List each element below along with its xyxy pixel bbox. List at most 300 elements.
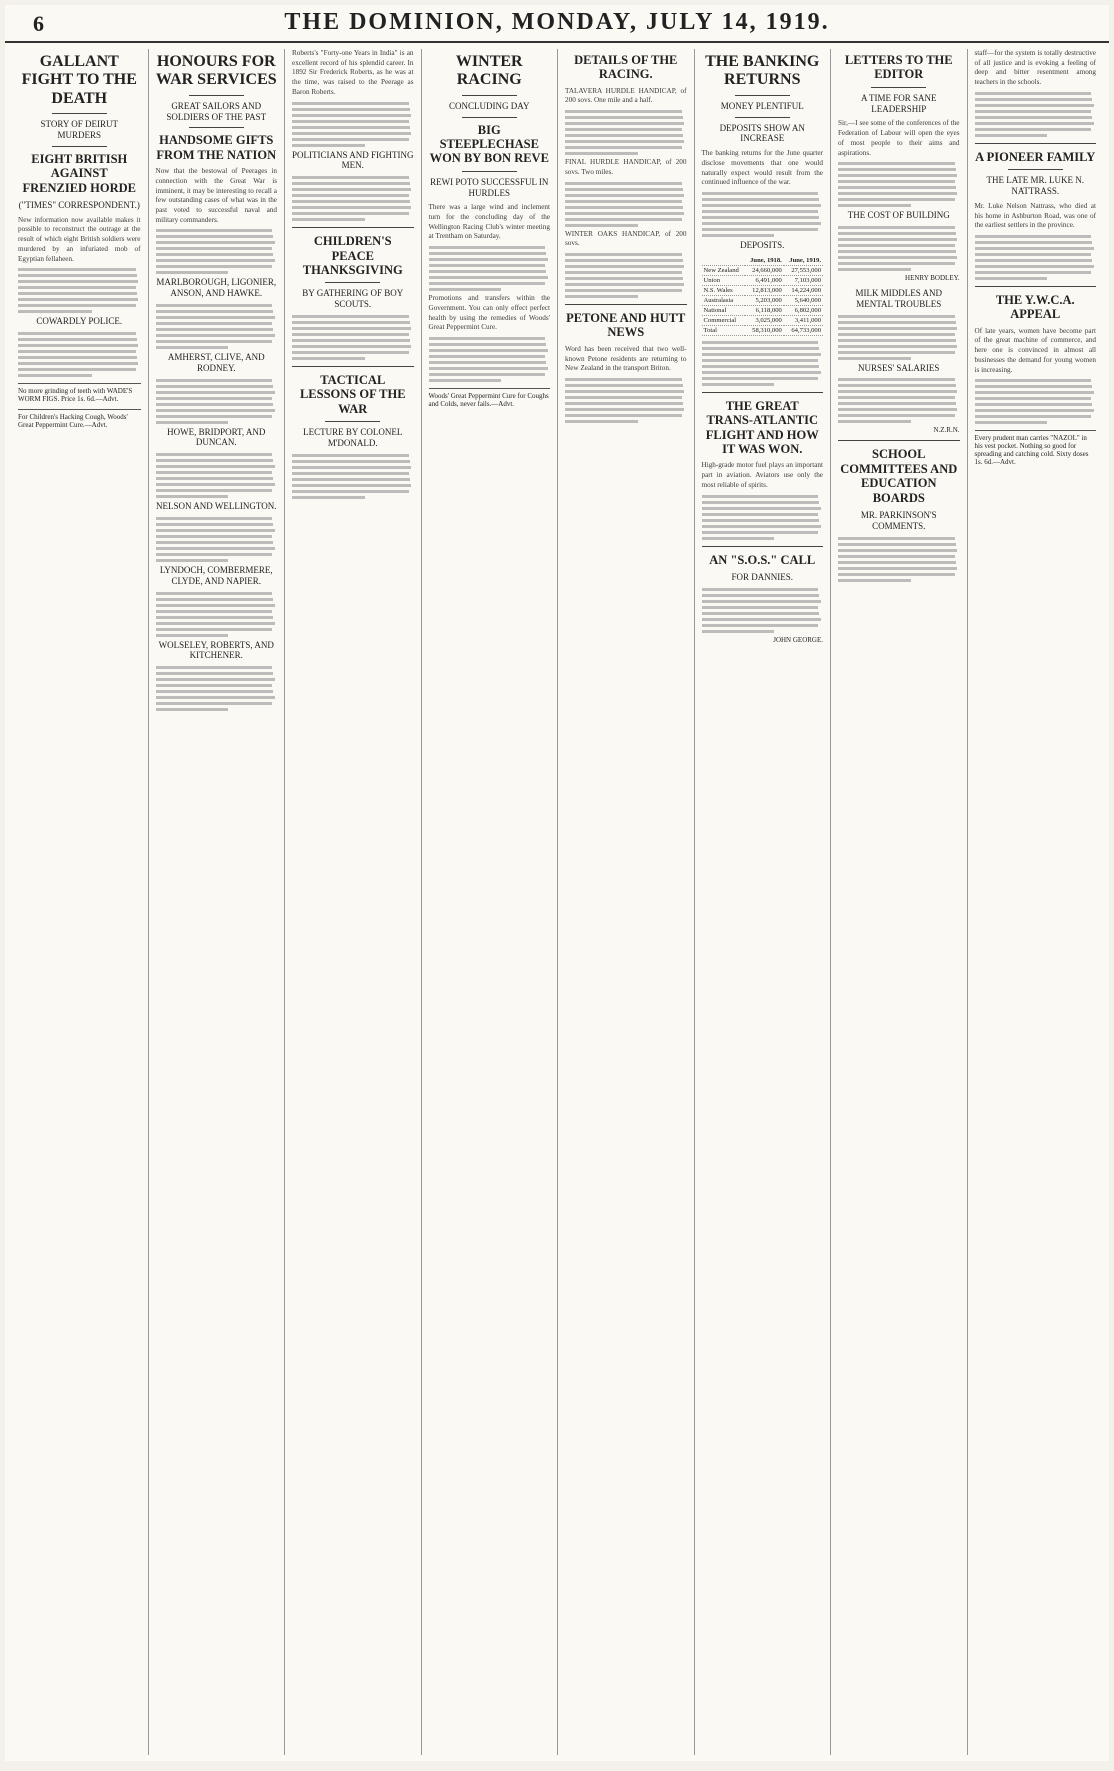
article-body <box>18 268 141 313</box>
table-cell: New Zealand <box>702 265 745 275</box>
text-line <box>702 377 819 380</box>
text-line <box>838 549 957 552</box>
text-line <box>565 289 682 292</box>
text-line <box>975 235 1092 238</box>
article-subhead: GREAT SAILORS AND SOLDIERS OF THE PAST <box>166 100 267 122</box>
text-line <box>156 553 273 556</box>
table-cell: 6,118,000 <box>745 305 784 315</box>
text-line <box>156 271 229 274</box>
text-line <box>702 222 821 225</box>
text-line <box>565 152 638 155</box>
text-line <box>565 378 682 381</box>
text-line <box>156 495 229 498</box>
table-cell: 24,660,000 <box>745 265 784 275</box>
article-body <box>565 182 687 227</box>
text-line <box>702 519 820 522</box>
text-line <box>702 192 819 195</box>
text-line <box>18 292 137 295</box>
text-line <box>838 537 955 540</box>
signature: HENRY BODLEY. <box>905 274 960 283</box>
text-line <box>838 168 956 171</box>
text-line <box>156 385 274 388</box>
article-subhead: REWI POTO SUCCESSFUL IN HURDLES <box>430 176 549 198</box>
dateline: ("TIMES" CORRESPONDENT.) <box>18 199 140 210</box>
text-line <box>565 128 682 131</box>
text-line <box>975 128 1092 131</box>
text-line <box>18 286 136 289</box>
text-line <box>292 176 409 179</box>
text-line <box>702 371 821 374</box>
text-line <box>975 415 1092 418</box>
article-paragraph: Now that the bestowal of Peerages in connection with the Great War is imminent, it may be interesting to recall a few outstanding cases of what was in the past voted to successful naval and military commanders. <box>155 167 277 224</box>
text-line <box>838 256 957 259</box>
text-line <box>156 610 273 613</box>
text-line <box>838 192 957 195</box>
text-line <box>838 420 911 423</box>
table-body <box>702 265 824 335</box>
article-paragraph: There was a large wind and inclement turn for the concluding day of the Wellington Racing Club's winter meeting at Trentham on Saturday. <box>428 203 550 241</box>
text-line <box>18 332 136 335</box>
article-body <box>156 592 278 637</box>
text-line <box>292 460 410 463</box>
text-line <box>838 543 956 546</box>
text-line <box>292 206 411 209</box>
text-line <box>565 384 683 387</box>
signature: N.Z.R.N. <box>933 426 960 435</box>
table-cell: 5,640,000 <box>784 295 823 305</box>
text-line <box>18 338 137 341</box>
table-cell: 58,310,000 <box>745 325 784 335</box>
text-line <box>565 402 683 405</box>
section-subhead: POLITICIANS AND FIGHTING MEN. <box>292 149 414 171</box>
text-line <box>838 573 955 576</box>
column-7 <box>830 49 967 1755</box>
text-line <box>702 537 775 540</box>
text-line <box>702 606 819 609</box>
article-body <box>565 110 687 155</box>
race-entry: TALAVERA HURDLE HANDICAP, of 200 sovs. One mile and a half. <box>565 86 687 105</box>
text-line <box>565 396 682 399</box>
text-line <box>975 247 1094 250</box>
article-body <box>702 192 824 237</box>
text-line <box>838 579 911 582</box>
column-8 <box>967 49 1104 1755</box>
text-line <box>156 535 273 538</box>
table-cell: 14,224,000 <box>784 285 823 295</box>
article-paragraph: Word has been received that two well-known Petone residents are returning to New Zealand in the transport Briton. <box>565 344 687 373</box>
article-body <box>156 666 278 711</box>
text-line <box>156 702 273 705</box>
article-body <box>156 229 278 274</box>
text-line <box>702 531 819 534</box>
text-line <box>975 379 1092 382</box>
signature: JOHN GEORGE. <box>773 635 823 644</box>
text-line <box>429 288 502 291</box>
table-row <box>702 305 824 315</box>
text-line <box>292 351 409 354</box>
text-line <box>565 259 683 262</box>
text-line <box>429 264 546 267</box>
text-line <box>565 218 682 221</box>
text-line <box>156 415 273 418</box>
text-line <box>838 390 957 393</box>
article-body <box>565 378 687 423</box>
text-line <box>156 265 273 268</box>
text-line <box>156 322 273 325</box>
text-line <box>292 357 365 360</box>
text-line <box>838 396 955 399</box>
text-line <box>18 274 137 277</box>
article-headline: SCHOOL COMMITTEES AND EDUCATION BOARDS <box>840 447 958 505</box>
text-line <box>156 622 275 625</box>
text-line <box>429 343 547 346</box>
article-body <box>429 246 551 291</box>
text-line <box>975 277 1048 280</box>
text-line <box>975 122 1094 125</box>
text-line <box>838 315 955 318</box>
article-paragraph: Sir,—I see some of the conferences of the Federation of Labour will open the eyes of most people to their aims and aspirations. <box>838 119 960 157</box>
page-number: 6 <box>33 11 44 36</box>
text-line <box>702 600 821 603</box>
text-line <box>156 229 273 232</box>
article-body <box>838 315 960 360</box>
article-subhead: MONEY PLENTIFUL <box>720 100 804 111</box>
text-line <box>292 472 409 475</box>
text-line <box>156 634 229 637</box>
text-line <box>156 397 273 400</box>
section-subhead: HOWE, BRIDPORT, AND DUNCAN. <box>167 426 266 448</box>
article-subhead: STORY OF DEIRUT MURDERS <box>40 119 118 140</box>
article-paragraph: Promotions and transfers within the Government. You can only effect perfect health by using the remedies of Woods' Great Peppermint Cure. <box>428 294 550 332</box>
text-line <box>18 368 136 371</box>
text-line <box>18 298 138 301</box>
article-paragraph: Of late years, women have become part of the great machine of commerce, and here one is convinced in almost all businesses the demand for young women is increasing. <box>974 326 1096 374</box>
table-header-cell <box>702 256 745 266</box>
deposits-table <box>702 256 824 336</box>
text-line <box>838 250 956 253</box>
text-line <box>156 696 275 699</box>
text-line <box>156 259 275 262</box>
text-line <box>838 321 956 324</box>
text-line <box>156 334 275 337</box>
newspaper-page <box>5 5 1109 1761</box>
text-line <box>975 391 1094 394</box>
article-body <box>702 341 824 386</box>
table-cell: Australasia <box>702 295 745 305</box>
text-line <box>702 359 819 362</box>
text-line <box>156 616 274 619</box>
masthead <box>5 5 1109 43</box>
article-subhead: BY GATHERING OF BOY SCOUTS. <box>302 288 404 310</box>
text-line <box>156 340 273 343</box>
text-line <box>838 357 911 360</box>
article-headline: HONOURS FOR WAR SERVICES <box>155 53 277 89</box>
section-subhead: WOLSELEY, ROBERTS, AND KITCHENER. <box>158 639 274 661</box>
text-line <box>565 295 638 298</box>
text-line <box>565 188 683 191</box>
text-line <box>565 390 684 393</box>
text-line <box>156 483 275 486</box>
text-line <box>292 315 409 318</box>
text-line <box>18 310 92 313</box>
article-subhead: MR. PARKINSON'S COMMENTS. <box>860 509 937 531</box>
table-cell: National <box>702 305 745 315</box>
text-line <box>156 253 274 256</box>
text-line <box>156 690 274 693</box>
article-body <box>156 304 278 349</box>
section-subhead: MARLBOROUGH, LIGONIER, ANSON, AND HAWKE. <box>156 277 277 299</box>
article-paragraph: The banking returns for the June quarter disclose movements that one would naturally expect would result from the continued influence of the war. <box>701 149 823 187</box>
article-body <box>702 495 824 540</box>
article-headline: CHILDREN'S PEACE THANKSGIVING <box>302 234 403 277</box>
text-line <box>156 403 274 406</box>
text-line <box>565 182 682 185</box>
text-line <box>565 212 684 215</box>
text-line <box>702 347 820 350</box>
text-line <box>429 258 548 261</box>
article-deck: EIGHT BRITISH AGAINST FRENZIED HORDE <box>22 151 137 195</box>
table-cell: 64,733,000 <box>784 325 823 335</box>
table-row <box>702 325 824 335</box>
race-entry: WINTER OAKS HANDICAP, of 200 sovs. <box>565 229 687 248</box>
table-row <box>702 265 824 275</box>
text-line <box>429 355 546 358</box>
text-line <box>975 403 1093 406</box>
text-line <box>702 198 820 201</box>
table-cell: 27,553,000 <box>784 265 823 275</box>
text-line <box>838 162 955 165</box>
text-line <box>429 252 547 255</box>
advertisement: For Children's Hacking Cough, Woods' Great Peppermint Cure.—Advt. <box>18 409 141 429</box>
advertisement: Woods' Great Peppermint Cure for Coughs and Colds, never fails.—Advt. <box>429 388 551 408</box>
letter-title: THE COST OF BUILDING <box>847 210 950 221</box>
text-line <box>975 253 1092 256</box>
text-line <box>702 210 819 213</box>
table-cell: Total <box>702 325 745 335</box>
text-line <box>565 140 684 143</box>
text-line <box>292 108 410 111</box>
table-cell: Commercial <box>702 315 745 325</box>
text-line <box>838 384 956 387</box>
text-line <box>702 341 819 344</box>
text-line <box>292 188 411 191</box>
text-line <box>565 122 684 125</box>
text-line <box>156 465 275 468</box>
text-line <box>429 282 546 285</box>
text-line <box>702 618 821 621</box>
column-5 <box>557 49 694 1755</box>
table-cell: N.S. Wales <box>702 285 745 295</box>
text-line <box>702 228 819 231</box>
text-line <box>702 588 819 591</box>
text-line <box>565 200 682 203</box>
advertisement: No more grinding of teeth with WADE'S WORM FIGS. Price 1s. 6d.—Advt. <box>18 383 141 403</box>
text-line <box>156 523 274 526</box>
column-4 <box>421 49 558 1755</box>
table-header-cell: June, 1919. <box>784 256 823 266</box>
article-headline: A PIONEER FAMILY <box>975 149 1096 164</box>
text-line <box>565 283 684 286</box>
text-line <box>292 478 410 481</box>
text-line <box>975 385 1093 388</box>
letter-title: A TIME FOR SANE LEADERSHIP <box>860 92 937 114</box>
table-caption: DEPOSITS. <box>740 240 785 251</box>
text-line <box>702 513 819 516</box>
text-line <box>156 235 274 238</box>
text-line <box>838 238 957 241</box>
text-line <box>838 232 956 235</box>
text-line <box>292 194 409 197</box>
text-line <box>702 612 820 615</box>
article-body <box>975 379 1097 424</box>
article-body <box>838 537 960 582</box>
article-body <box>292 315 414 360</box>
text-line <box>838 555 955 558</box>
text-line <box>838 174 957 177</box>
article-paragraph: Mr. Luke Nelson Nattrass, who died at his home in Ashburton Road, was one of the earliest settlers in the province. <box>974 201 1096 230</box>
text-line <box>156 310 274 313</box>
table-cell: 3,025,000 <box>745 315 784 325</box>
text-line <box>156 453 273 456</box>
article-body <box>18 332 141 377</box>
letter-title: NURSES' SALARIES <box>858 362 940 373</box>
text-line <box>156 379 273 382</box>
text-line <box>292 327 411 330</box>
article-body <box>702 588 824 633</box>
section-subhead: COWARDLY POLICE. <box>36 316 123 327</box>
text-line <box>292 454 409 457</box>
text-line <box>156 346 229 349</box>
article-body <box>156 517 278 562</box>
text-line <box>838 333 955 336</box>
table-cell: 7,103,000 <box>784 275 823 285</box>
article-subhead: FOR DANNIES. <box>731 571 793 582</box>
table-row <box>702 315 824 325</box>
text-line <box>156 316 275 319</box>
letter-title: MILK MIDDLES AND MENTAL TROUBLES <box>855 288 942 309</box>
text-line <box>565 277 683 280</box>
text-line <box>838 262 955 265</box>
text-line <box>838 561 956 564</box>
text-line <box>156 241 275 244</box>
text-line <box>838 226 955 229</box>
table-cell: 5,203,000 <box>745 295 784 305</box>
text-line <box>975 409 1094 412</box>
article-body <box>975 235 1097 280</box>
text-line <box>429 361 547 364</box>
text-line <box>429 276 548 279</box>
article-body <box>429 337 551 382</box>
text-line <box>975 104 1094 107</box>
text-line <box>156 304 273 307</box>
text-line <box>838 198 955 201</box>
text-line <box>702 594 820 597</box>
text-line <box>292 144 365 147</box>
text-line <box>156 672 274 675</box>
text-line <box>429 367 548 370</box>
text-line <box>18 280 138 283</box>
article-headline: THE GREAT TRANS-ATLANTIC FLIGHT AND HOW IT WAS WON. <box>705 398 819 456</box>
text-line <box>565 110 682 113</box>
text-line <box>156 471 273 474</box>
text-line <box>156 247 273 250</box>
text-line <box>975 397 1092 400</box>
text-line <box>702 525 821 528</box>
text-line <box>18 374 92 377</box>
text-line <box>702 234 775 237</box>
article-subhead: LECTURE BY COLONEL M'DONALD. <box>303 427 403 448</box>
table-cell: 6,491,000 <box>745 275 784 285</box>
text-line <box>838 345 957 348</box>
article-body <box>292 176 414 221</box>
section-subhead: AMHERST, CLIVE, AND RODNEY. <box>167 352 265 373</box>
article-body <box>156 453 278 498</box>
article-headline: PETONE AND HUTT NEWS <box>566 311 686 340</box>
text-line <box>292 212 409 215</box>
text-line <box>156 517 273 520</box>
text-line <box>975 271 1092 274</box>
text-line <box>18 304 136 307</box>
text-line <box>429 270 547 273</box>
text-line <box>975 98 1093 101</box>
article-body <box>838 162 960 207</box>
article-headline: WINTER RACING <box>455 53 523 89</box>
article-subhead: CONCLUDING DAY <box>449 100 530 111</box>
text-line <box>702 507 821 510</box>
table-cell: 6,802,000 <box>784 305 823 315</box>
text-line <box>838 327 957 330</box>
text-line <box>565 408 684 411</box>
text-line <box>292 339 410 342</box>
text-line <box>156 547 275 550</box>
table-cell: 3,411,000 <box>784 315 823 325</box>
article-paragraph: staff—for the system is totally destructive of all justice and is evoking a feeling of deep and bitter resentment among teachers in the schools. <box>974 49 1096 87</box>
text-line <box>292 182 410 185</box>
article-headline: TACTICAL LESSONS OF THE WAR <box>299 372 406 416</box>
text-line <box>565 134 683 137</box>
text-line <box>292 120 409 123</box>
section-subhead: NELSON AND WELLINGTON. <box>156 501 277 512</box>
table-cell: 12,813,000 <box>745 285 784 295</box>
text-line <box>975 259 1093 262</box>
text-line <box>18 268 136 271</box>
text-line <box>156 628 273 631</box>
text-line <box>838 567 957 570</box>
article-body <box>838 378 960 423</box>
article-headline: DETAILS OF THE RACING. <box>574 53 678 82</box>
text-line <box>565 420 638 423</box>
article-headline: THE Y.W.C.A. APPEAL <box>995 293 1075 322</box>
article-subhead: THE LATE MR. LUKE N. NATTRASS. <box>986 175 1084 197</box>
text-line <box>838 408 957 411</box>
text-line <box>565 271 682 274</box>
text-line <box>292 345 411 348</box>
table-header-cell: June, 1918. <box>745 256 784 266</box>
table-cell: Union <box>702 275 745 285</box>
text-line <box>702 216 820 219</box>
table-row <box>702 285 824 295</box>
column-6 <box>694 49 831 1755</box>
text-line <box>292 102 409 105</box>
text-line <box>565 253 682 256</box>
text-line <box>702 495 819 498</box>
text-line <box>565 194 684 197</box>
text-line <box>156 604 275 607</box>
text-line <box>838 351 955 354</box>
text-line <box>156 328 274 331</box>
text-line <box>156 489 273 492</box>
advertisement: Every prudent man carries "NAZOL" in his vest pocket. Nothing so good for spreading and catching cold. Sixty doses 1s. 6d.—Advt. <box>975 430 1097 466</box>
